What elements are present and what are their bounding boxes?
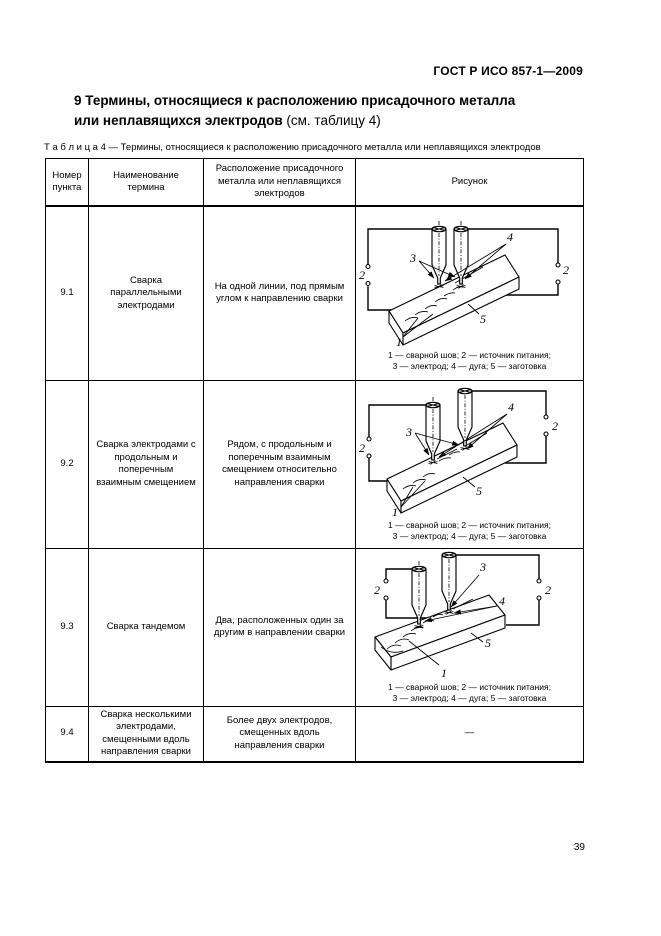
figure-tandem-electrodes bbox=[362, 551, 577, 704]
label-electrode: 3 bbox=[405, 424, 412, 439]
term-number: 9.2 bbox=[46, 380, 89, 548]
power-terminal bbox=[556, 263, 560, 267]
section-title-line2-bold: или неплавящихся электродов bbox=[74, 113, 283, 128]
term-name: Сварка параллельными электродами bbox=[89, 206, 204, 380]
power-terminal bbox=[544, 432, 548, 436]
term-location: Рядом, с продольным и поперечным взаимным смещением относительно направления сварки bbox=[204, 380, 356, 548]
table-row bbox=[46, 548, 584, 706]
electrode-icon bbox=[442, 551, 456, 615]
table-row bbox=[46, 380, 584, 548]
figure-placeholder-dash: — bbox=[356, 706, 584, 762]
figure-caption: 1 — сварной шов; 2 — источник питания; 3 — электрод; 4 — дуга; 5 — заготовка bbox=[388, 519, 551, 541]
label-electrode: 3 bbox=[409, 250, 416, 265]
label-weld-seam: 1 bbox=[391, 504, 398, 517]
term-name: Сварка тандемом bbox=[89, 548, 204, 706]
power-terminal bbox=[384, 579, 388, 583]
column-header-location: Расположение присадочного металла или неплавящихся электродов bbox=[204, 159, 356, 207]
terms-table bbox=[45, 158, 584, 763]
label-power-source: 2 bbox=[544, 582, 551, 597]
term-number: 9.3 bbox=[46, 548, 89, 706]
label-workpiece: 5 bbox=[475, 483, 482, 498]
wire-left-lower bbox=[368, 285, 397, 310]
label-workpiece: 5 bbox=[479, 311, 486, 326]
term-location: На одной линии, под прямым углом к направлению сварки bbox=[204, 206, 356, 380]
wire-left bbox=[369, 405, 426, 437]
term-name: Сварка несколькими электродами, смещенными вдоль направления сварки bbox=[89, 706, 204, 762]
wire-right bbox=[456, 555, 539, 579]
table-caption: Т а б л и ц а 4 — Термины, относящиеся к расположению присадочного металла или неплавящихся электродов bbox=[44, 142, 541, 153]
table-header-row bbox=[46, 159, 584, 207]
label-arc: 4 bbox=[507, 399, 514, 414]
wire-left-lower bbox=[386, 600, 435, 618]
figure-caption: 1 — сварной шов; 2 — источник питания; 3 — электрод; 4 — дуга; 5 — заготовка bbox=[388, 681, 551, 703]
workpiece-plate bbox=[389, 255, 519, 345]
power-terminal bbox=[366, 264, 370, 268]
figure-caption: 1 — сварной шов; 2 — источник питания; 3 — электрод; 4 — дуга; 5 — заготовка bbox=[388, 349, 551, 371]
term-number: 9.1 bbox=[46, 206, 89, 380]
label-electrode: 3 bbox=[479, 559, 486, 574]
label-power-source: 2 bbox=[551, 418, 558, 433]
standard-reference: ГОСТ Р ИСО 857-1—2009 bbox=[433, 64, 583, 78]
column-header-figure: Рисунок bbox=[356, 159, 584, 207]
figure-cell bbox=[356, 206, 584, 380]
page-number: 39 bbox=[573, 842, 585, 853]
power-terminal bbox=[537, 579, 541, 583]
welding-diagram-offset bbox=[359, 387, 581, 517]
label-power-source: 2 bbox=[373, 582, 380, 597]
power-terminal bbox=[544, 415, 548, 419]
section-title-line2 bbox=[74, 111, 574, 131]
figure-cell bbox=[356, 380, 584, 548]
label-weld-seam: 1 bbox=[440, 665, 447, 679]
power-terminal bbox=[367, 437, 371, 441]
electrode-icon bbox=[432, 221, 446, 289]
table-row bbox=[46, 206, 584, 380]
power-terminal bbox=[537, 596, 541, 600]
figure-parallel-electrodes bbox=[358, 215, 577, 372]
label-arc: 4 bbox=[506, 229, 513, 244]
wire-left bbox=[386, 569, 412, 579]
welding-diagram-tandem bbox=[359, 551, 581, 679]
label-power-source: 2 bbox=[358, 440, 365, 455]
table-row bbox=[46, 706, 584, 762]
label-power-source: 2 bbox=[358, 267, 365, 282]
label-weld-seam: 1 bbox=[395, 334, 402, 347]
term-name: Сварка электродами с продольным и поперечным взаимным смещением bbox=[89, 380, 204, 548]
label-power-source: 2 bbox=[562, 262, 569, 277]
section-title-line1: 9 Термины, относящиеся к расположению присадочного металла bbox=[74, 93, 516, 108]
power-terminal bbox=[366, 281, 370, 285]
wire-right bbox=[468, 229, 558, 263]
welding-diagram-parallel bbox=[359, 215, 581, 347]
column-header-term: Наименование термина bbox=[89, 159, 204, 207]
label-workpiece: 5 bbox=[484, 635, 491, 650]
power-terminal bbox=[384, 596, 388, 600]
section-title-line2-rest: (см. таблицу 4) bbox=[282, 113, 381, 128]
power-terminal bbox=[556, 280, 560, 284]
column-header-number: Номер пункта bbox=[46, 159, 89, 207]
workpiece-plate bbox=[375, 595, 505, 670]
term-location: Два, расположенных один за другим в направлении сварки bbox=[204, 548, 356, 706]
figure-cell bbox=[356, 548, 584, 706]
figure-offset-electrodes bbox=[358, 387, 577, 542]
wire-right-lower bbox=[506, 600, 539, 625]
label-arc: 4 bbox=[498, 593, 505, 608]
wire-left bbox=[368, 229, 432, 265]
section-title bbox=[74, 91, 574, 131]
term-number: 9.4 bbox=[46, 706, 89, 762]
power-terminal bbox=[367, 454, 371, 458]
term-location: Более двух электродов, смещенных вдоль направления сварки bbox=[204, 706, 356, 762]
